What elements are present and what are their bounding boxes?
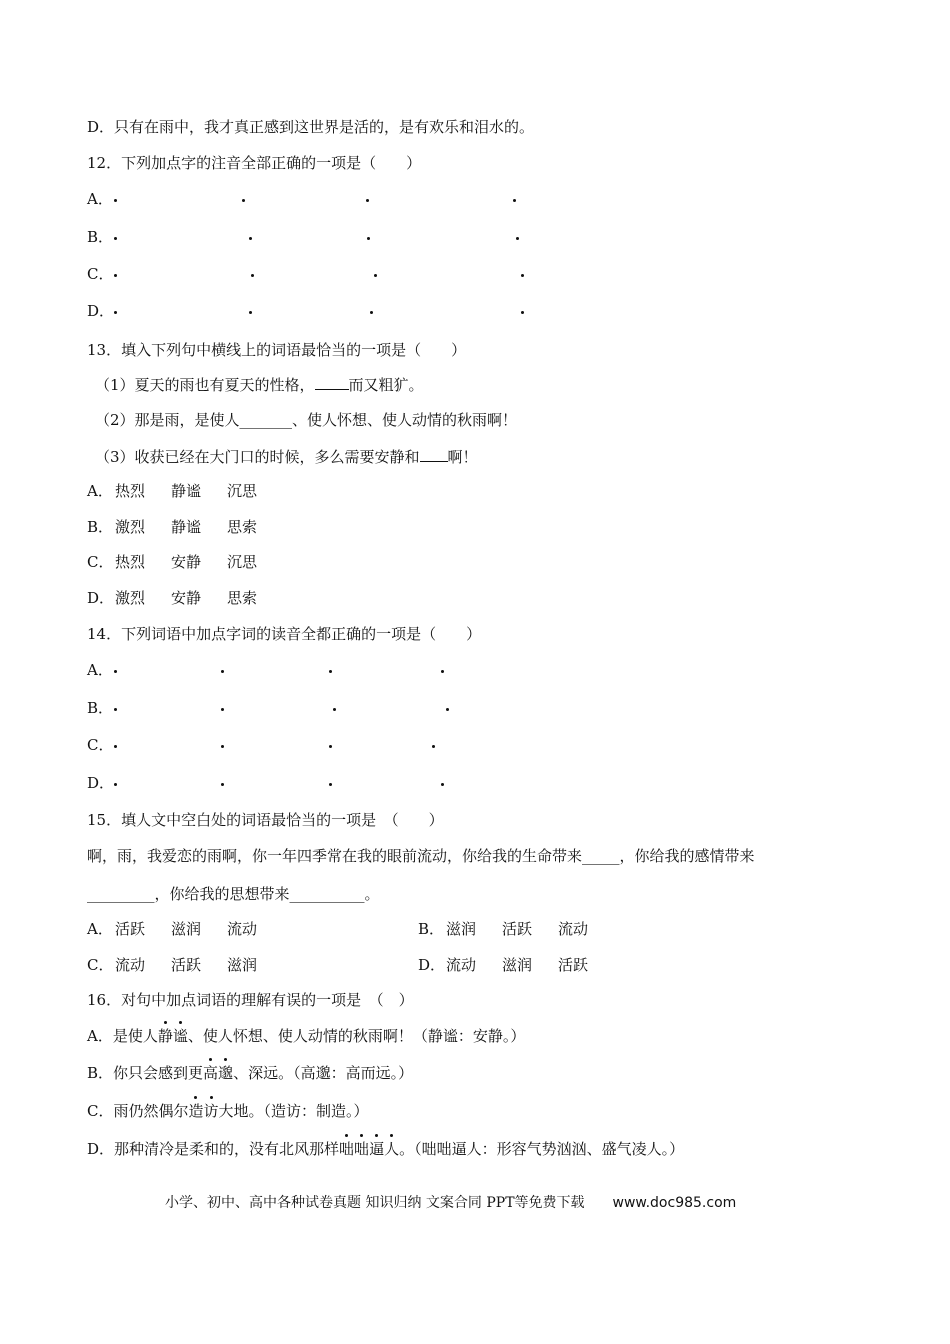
dotted-character: 人: [384, 1140, 400, 1158]
option-label: A．: [87, 920, 113, 938]
option-label: A．: [87, 482, 113, 500]
option-word: 流动: [115, 956, 146, 974]
dotted-character: 访: [203, 1102, 219, 1120]
option-word: 流动: [446, 956, 477, 974]
option-label: D．: [87, 774, 115, 792]
option-label: A．: [87, 661, 113, 679]
option-word: 激烈: [115, 589, 146, 607]
footer-url[interactable]: www.doc985.com: [612, 1195, 737, 1211]
option-word: 思索: [227, 518, 258, 536]
option-label: C．: [87, 265, 114, 283]
footer-text: 小学、初中、高中各种试卷真题 知识归纳 文案合同 PPT等免费下载: [165, 1195, 585, 1211]
q13-s1-text: （1）夏天的雨也有夏天的性格，: [95, 376, 315, 394]
option-text: 、使人怀想、使人动情的秋雨啊！（静谧：安静。）: [187, 1027, 526, 1045]
q13-blank-3: [420, 446, 448, 462]
q16-stem: 16．对句中加点词语的理解有误的一项是 （ ）: [87, 991, 414, 1009]
q13-s1-tail: 而又粗犷。: [348, 376, 424, 394]
option-text: C．雨仍然偶尔: [87, 1102, 189, 1120]
option-word: 活跃: [558, 956, 589, 974]
q15-passage-line-2: _________，你给我的思想带来__________。: [87, 885, 380, 903]
option-word: 激烈: [115, 518, 146, 536]
option-word: 静谧: [171, 518, 202, 536]
option-label: B．: [87, 699, 114, 717]
option-label: B．: [87, 228, 114, 246]
option-word: 思索: [227, 589, 258, 607]
option-word: 流动: [227, 920, 258, 938]
dotted-character: 静: [157, 1027, 173, 1045]
dotted-word: [339, 1140, 399, 1158]
option-label: A．: [87, 190, 113, 208]
option-label: B．: [87, 518, 114, 536]
q13-sentence-1: [95, 374, 424, 395]
dotted-character: 咄: [354, 1140, 370, 1158]
option-label: C．: [87, 956, 114, 974]
q16-option: [87, 1026, 525, 1046]
option-word: 活跃: [502, 920, 533, 938]
option-word: 安静: [171, 589, 202, 607]
option-text: A．是使人: [87, 1027, 158, 1045]
q15-stem: 15．填人文中空白处的词语最恰当的一项是 （ ）: [87, 811, 444, 829]
dotted-word: [188, 1102, 218, 1120]
option-word: 滋润: [227, 956, 258, 974]
option-word: 沉思: [227, 482, 258, 500]
option-label: B．: [418, 920, 445, 938]
q14-stem: 14．下列词语中加点字词的读音全都正确的一项是（ ）: [87, 625, 482, 643]
dotted-character: 逼: [369, 1140, 385, 1158]
option-word: 热烈: [115, 482, 146, 500]
q13-stem: 13．填入下列句中横线上的词语最恰当的一项是（ ）: [87, 341, 467, 359]
q16-option: [87, 1063, 413, 1083]
option-word: 活跃: [115, 920, 146, 938]
dotted-word: [203, 1064, 233, 1082]
option-label: D．: [418, 956, 446, 974]
q13-sentence-2: （2）那是雨，是使人_______、使人怀想、使人动情的秋雨啊！: [95, 411, 518, 429]
option-word: 流动: [558, 920, 589, 938]
option-word: 安静: [171, 553, 202, 571]
q13-s3-text: （3）收获已经在大门口的时候，多么需要安静和: [95, 448, 420, 466]
q16-option: [87, 1101, 369, 1121]
option-text: D．那种清冷是柔和的，没有北风那样: [87, 1140, 340, 1158]
q13-sentence-3: [95, 446, 478, 467]
dotted-character: 邈: [218, 1064, 234, 1082]
q15-passage-line-1: 啊，雨，我爱恋的雨啊，你一年四季常在我的眼前流动，你给我的生命带来_____，你给我的感情带来: [87, 847, 755, 865]
q13-s3-tail: 啊！: [447, 448, 478, 466]
dotted-character: 谧: [172, 1027, 188, 1045]
option-label: C．: [87, 553, 114, 571]
option-word: 滋润: [446, 920, 477, 938]
q13-blank-1: [315, 374, 349, 390]
option-word: 滋润: [171, 920, 202, 938]
dotted-character: 咄: [339, 1140, 355, 1158]
option-label: C．: [87, 736, 114, 754]
option-text: 。（咄咄逼人：形容气势汹汹、盛气凌人。）: [399, 1140, 685, 1158]
option-label: D．: [87, 589, 115, 607]
dotted-word: [158, 1027, 188, 1045]
q11-option-d: D．只有在雨中，我才真正感到这世界是活的，是有欢乐和泪水的。: [87, 118, 535, 136]
option-text: 大地。（造访：制造。）: [218, 1102, 369, 1120]
option-word: 活跃: [171, 956, 202, 974]
dotted-character: 高: [203, 1064, 219, 1082]
option-word: 静谧: [171, 482, 202, 500]
option-word: 滋润: [502, 956, 533, 974]
option-text: B．你只会感到更: [87, 1064, 204, 1082]
q16-option: [87, 1139, 684, 1159]
option-text: 、深远。（高邈：高而远。）: [233, 1064, 414, 1082]
option-word: 沉思: [227, 553, 258, 571]
dotted-character: 造: [188, 1102, 204, 1120]
option-label: D．: [87, 302, 115, 320]
option-word: 热烈: [115, 553, 146, 571]
q12-stem: 12．下列加点字的注音全部正确的一项是（ ）: [87, 154, 422, 172]
page-footer: [165, 1192, 736, 1212]
